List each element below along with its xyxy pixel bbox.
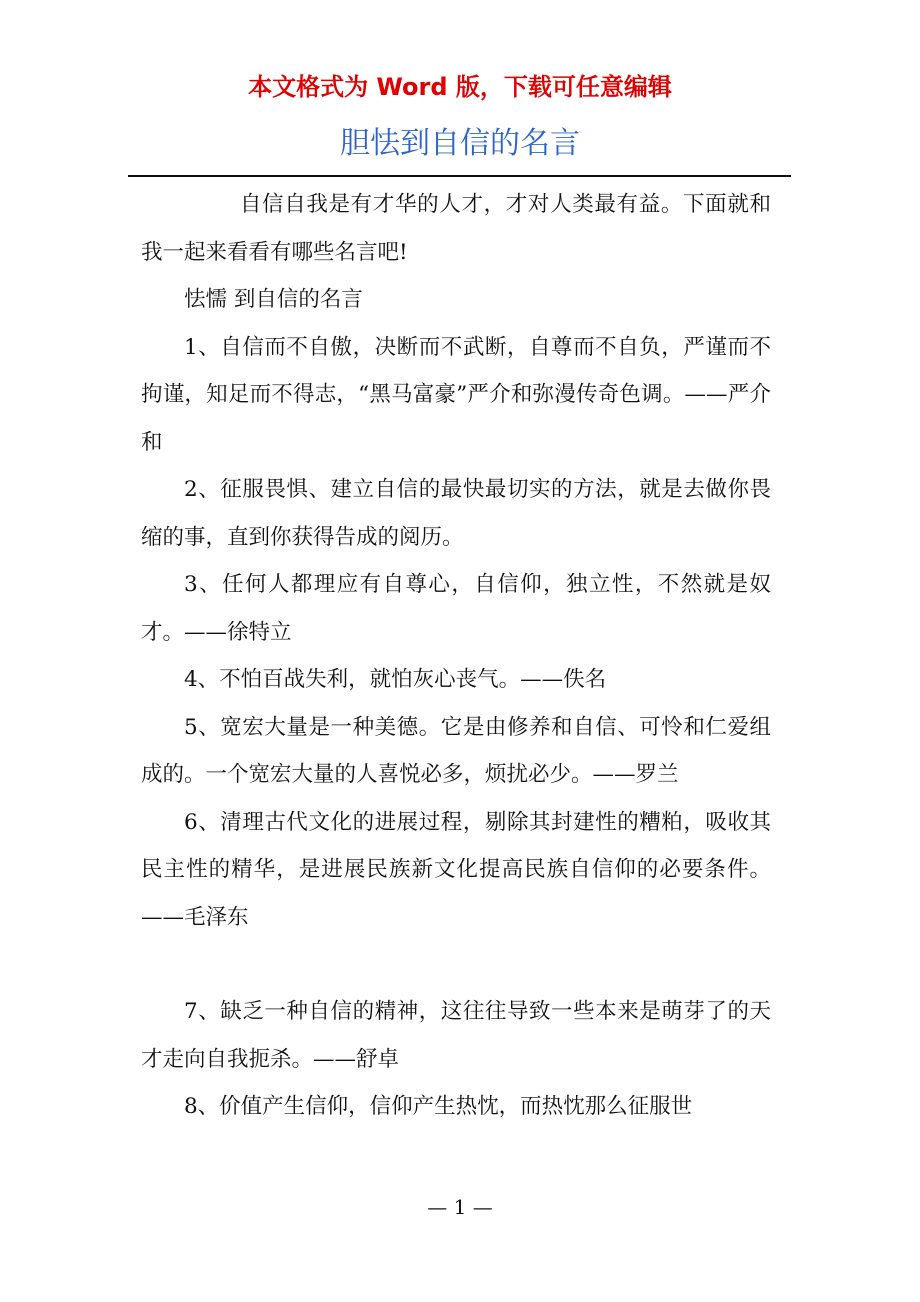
format-notice-banner: 本文格式为 Word 版，下载可任意编辑 (248, 73, 672, 101)
title-divider (128, 175, 791, 177)
page-number: — 1 — (427, 1195, 493, 1219)
quote-paragraph: 1、自信而不自傲，决断而不武断，自尊而不自负，严谨而不拘谨，知足而不得志，“黑马富豪”严介和弥漫传奇色调。——严介和 (141, 334, 771, 455)
quote-paragraph: 2、征服畏惧、建立自信的最快最切实的方法，就是去做你畏缩的事，直到你获得告成的阅历。 (141, 477, 771, 550)
document-body (141, 181, 771, 1131)
quote-paragraph: 4、不怕百战失利，就怕灰心丧气。——佚名 (184, 667, 607, 692)
section-subtitle: 怯懦 到自信的名言 (184, 287, 363, 312)
quote-paragraph: 7、缺乏一种自信的精神，这往往导致一些本来是萌芽了的天才走向自我扼杀。——舒卓 (141, 999, 771, 1072)
quote-paragraph: 3、任何人都理应有自尊心，自信仰，独立性，不然就是奴才。——徐特立 (141, 572, 771, 645)
quote-paragraph: 5、宽宏大量是一种美德。它是由修养和自信、可怜和仁爱组成的。一个宽宏大量的人喜悦必多，烦扰必少。——罗兰 (141, 714, 771, 787)
paragraph-spacer (141, 941, 771, 988)
quote-paragraph: 6、清理古代文化的进展过程，剔除其封建性的糟粕，吸收其民主性的精华，是进展民族新文化提高民族自信仰的必要条件。——毛泽东 (141, 809, 771, 930)
document-title: 胆怯到自信的名言 (340, 126, 580, 161)
intro-paragraph: 自信自我是有才华的人才，才对人类最有益。下面就和我一起来看看有哪些名言吧! (141, 192, 771, 265)
quote-paragraph: 8、价值产生信仰，信仰产生热忱，而热忱那么征服世 (184, 1094, 693, 1119)
